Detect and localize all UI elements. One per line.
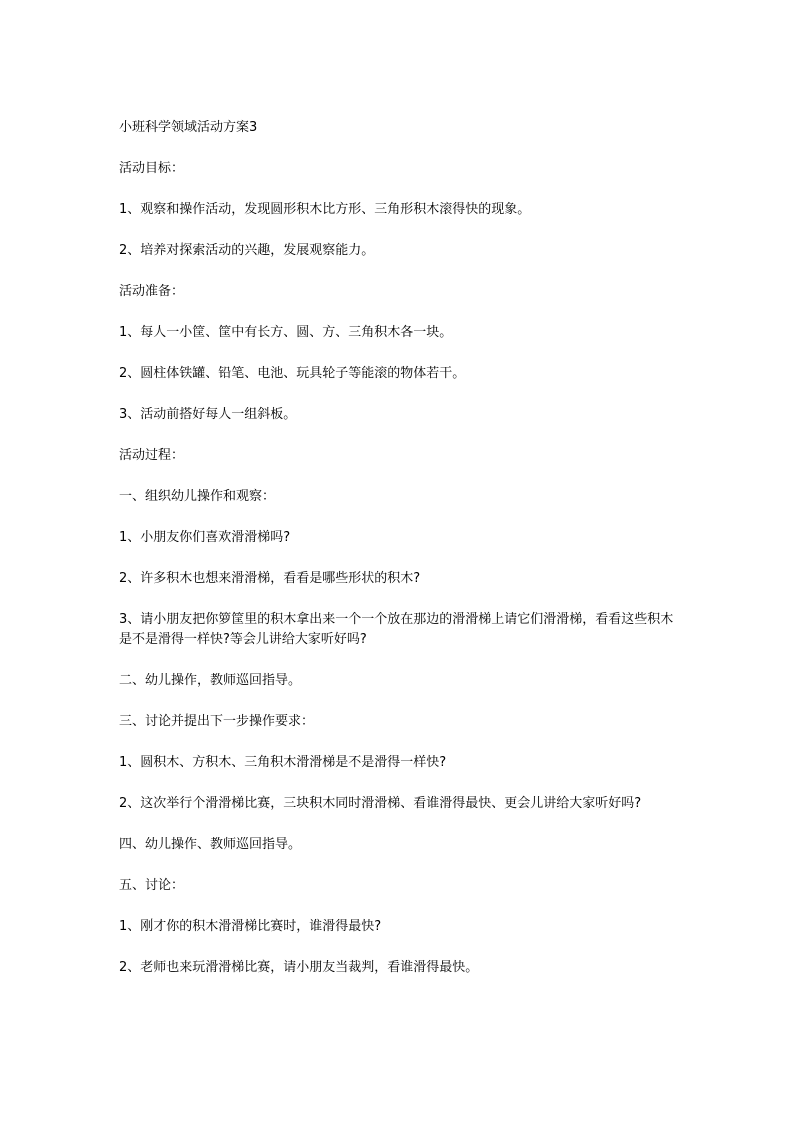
- section-heading-preparation: 活动准备：: [119, 284, 185, 299]
- paragraph: 3、活动前搭好每人一组斜板。: [119, 407, 297, 422]
- paragraph: 2、老师也来玩滑滑梯比赛，请小朋友当裁判，看谁滑得最快。: [119, 960, 479, 975]
- section-heading-process: 活动过程：: [119, 448, 185, 463]
- document-body: [119, 118, 679, 999]
- section-heading-goals: 活动目标：: [119, 161, 185, 176]
- paragraph: 1、每人一小筐、筐中有长方、圆、方、三角积木各一块。: [119, 325, 453, 340]
- document-title: 小班科学领域活动方案3: [119, 120, 258, 135]
- step-heading: 四、幼儿操作、教师巡回指导。: [119, 837, 302, 852]
- paragraph: 1、小朋友你们喜欢滑滑梯吗?: [119, 530, 291, 545]
- paragraph: 2、这次举行个滑滑梯比赛，三块积木同时滑滑梯、看谁滑得最快、更会儿讲给大家听好吗?: [119, 796, 642, 811]
- step-heading: 二、幼儿操作，教师巡回指导。: [119, 673, 302, 688]
- paragraph: 1、圆积木、方积木、三角积木滑滑梯是不是滑得一样快?: [119, 755, 447, 770]
- step-heading: 五、讨论：: [119, 878, 185, 893]
- paragraph: 2、培养对探索活动的兴趣，发展观察能力。: [119, 243, 375, 258]
- paragraph: 1、观察和操作活动，发现圆形积木比方形、三角形积木滚得快的现象。: [119, 202, 531, 217]
- step-heading: 一、组织幼儿操作和观察：: [119, 489, 276, 504]
- paragraph: 3、请小朋友把你箩筐里的积木拿出来一个一个放在那边的滑滑梯上请它们滑滑梯，看看这些积木是不是滑得一样快?等会儿讲给大家听好吗?: [119, 612, 674, 647]
- step-heading: 三、讨论并提出下一步操作要求：: [119, 714, 315, 729]
- paragraph: 2、许多积木也想来滑滑梯，看看是哪些形状的积木?: [119, 571, 421, 586]
- paragraph: 1、刚才你的积木滑滑梯比赛时，谁滑得最快?: [119, 919, 382, 934]
- paragraph: 2、圆柱体铁罐、铅笔、电池、玩具轮子等能滚的物体若干。: [119, 366, 466, 381]
